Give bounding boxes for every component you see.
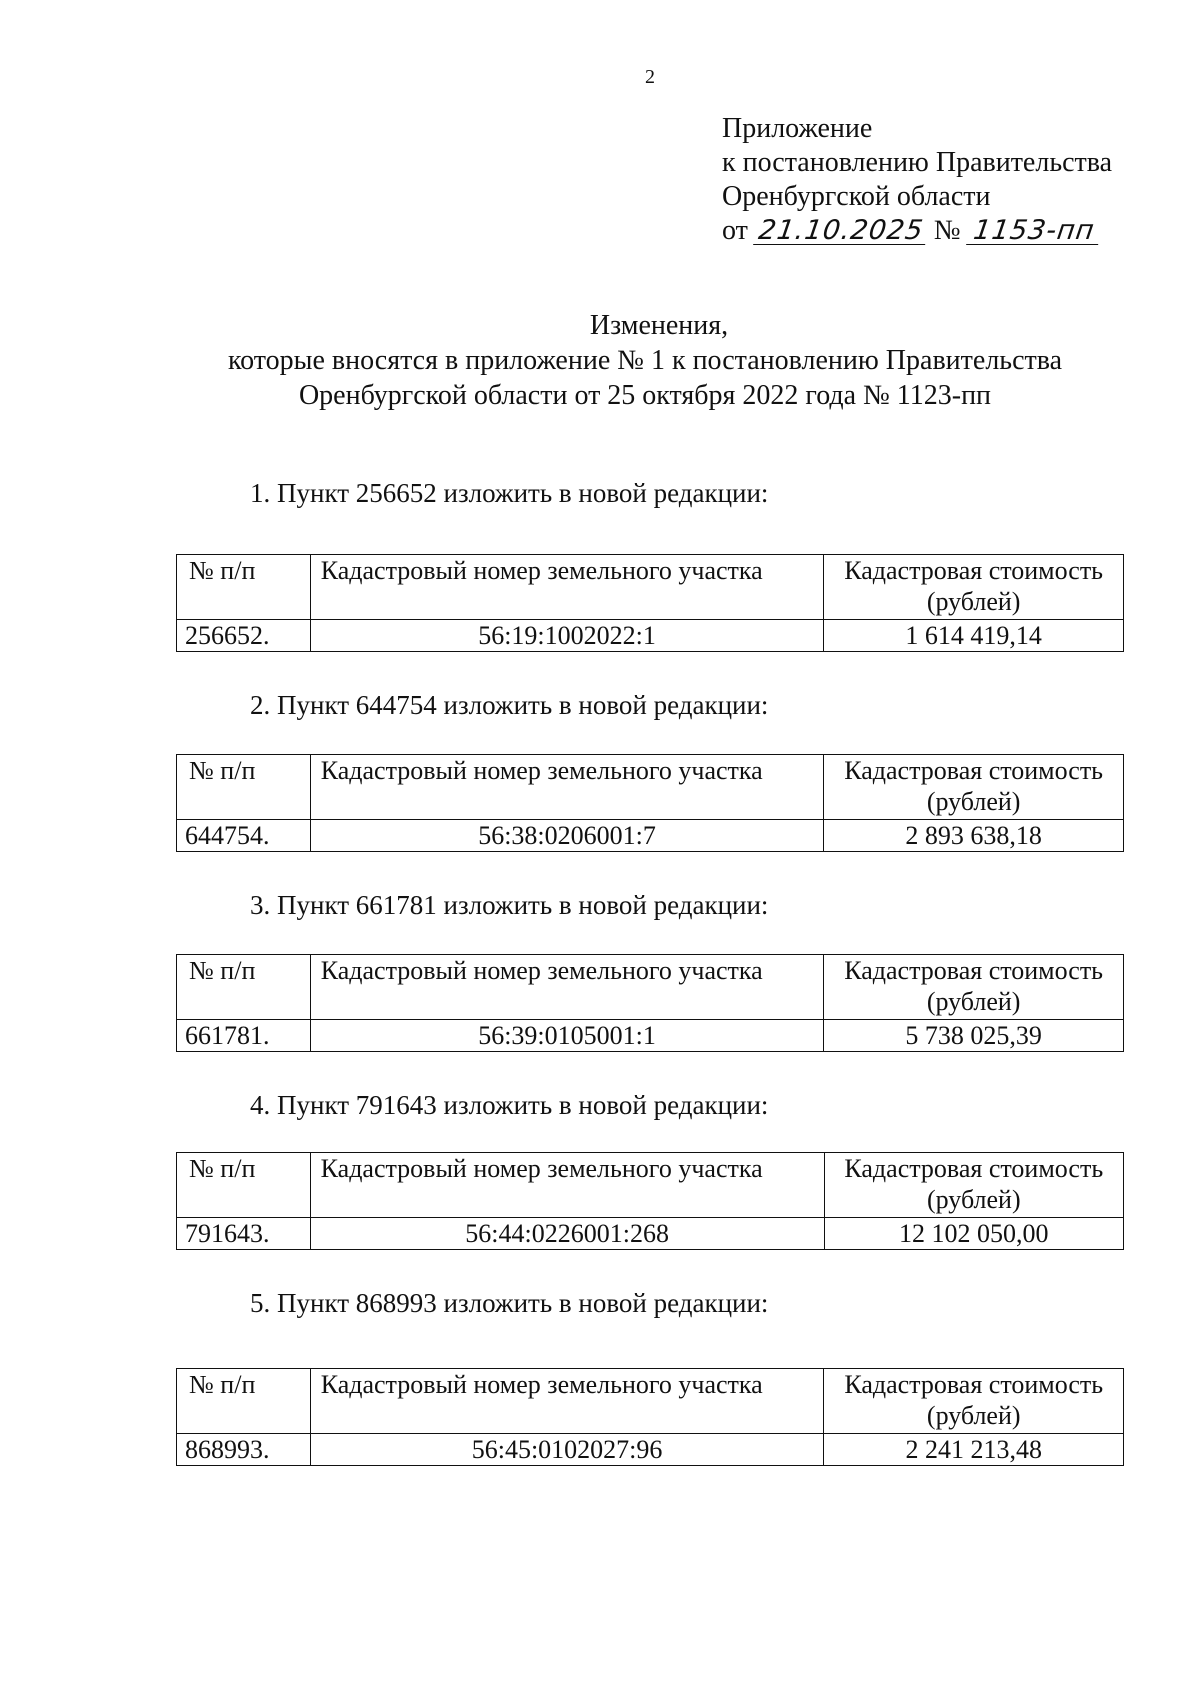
- table-header-row: [177, 1153, 1124, 1218]
- header-value: Кадастровая стоимость (рублей): [824, 555, 1124, 620]
- header-cadastral: Кадастровый номер земельного участка: [310, 1153, 824, 1218]
- number-label: №: [933, 215, 961, 246]
- cell-cadastral: 56:39:0105001:1: [310, 1020, 824, 1052]
- header-num: № п/п: [177, 955, 311, 1020]
- section-title: 5. Пункт 868993 изложить в новой редакции:: [250, 1288, 769, 1318]
- table-header-row: [177, 1369, 1124, 1434]
- cadastral-table: [176, 1152, 1124, 1250]
- cell-cadastral: 56:38:0206001:7: [310, 820, 824, 852]
- appendix-region: Оренбургской области: [722, 181, 991, 212]
- table-row: [177, 1218, 1124, 1250]
- header-num: № п/п: [177, 555, 311, 620]
- cell-value: 2 893 638,18: [824, 820, 1124, 852]
- header-cadastral: Кадастровый номер земельного участка: [310, 555, 824, 620]
- header-cadastral: Кадастровый номер земельного участка: [310, 955, 824, 1020]
- section-title: 3. Пункт 661781 изложить в новой редакции:: [250, 890, 769, 920]
- table-header-row: [177, 755, 1124, 820]
- cell-value: 2 241 213,48: [824, 1434, 1124, 1466]
- cadastral-table: [176, 1368, 1124, 1466]
- table-header-row: [177, 555, 1124, 620]
- header-num: № п/п: [177, 1369, 311, 1434]
- header-cadastral: Кадастровый номер земельного участка: [310, 755, 824, 820]
- cell-num: 791643.: [177, 1218, 311, 1250]
- section-title: 4. Пункт 791643 изложить в новой редакции:: [250, 1090, 769, 1120]
- cadastral-table: [176, 754, 1124, 852]
- header-value: Кадастровая стоимость (рублей): [824, 955, 1124, 1020]
- appendix-date-number: [722, 214, 1112, 248]
- table-row: [177, 1434, 1124, 1466]
- cell-num: 256652.: [177, 620, 311, 652]
- from-label: от: [722, 215, 748, 246]
- header-value: Кадастровая стоимость (рублей): [824, 1369, 1124, 1434]
- cell-cadastral: 56:44:0226001:268: [310, 1218, 824, 1250]
- cell-num: 868993.: [177, 1434, 311, 1466]
- cell-num: 661781.: [177, 1020, 311, 1052]
- appendix-block: [722, 112, 1112, 248]
- page-number: 2: [645, 66, 655, 88]
- table-header-row: [177, 955, 1124, 1020]
- table-row: [177, 820, 1124, 852]
- cell-value: 1 614 419,14: [824, 620, 1124, 652]
- handwritten-number: 1153-пп: [966, 218, 1102, 245]
- table-row: [177, 620, 1124, 652]
- cell-num: 644754.: [177, 820, 311, 852]
- cadastral-table: [176, 954, 1124, 1052]
- header-value: Кадастровая стоимость (рублей): [824, 1153, 1123, 1218]
- header-num: № п/п: [177, 1153, 311, 1218]
- handwritten-date: 21.10.2025: [753, 218, 929, 245]
- cell-value: 5 738 025,39: [824, 1020, 1124, 1052]
- header-num: № п/п: [177, 755, 311, 820]
- header-cadastral: Кадастровый номер земельного участка: [310, 1369, 824, 1434]
- heading-line-3: Оренбургской области от 25 октября 2022 года № 1123-пп: [298, 380, 992, 411]
- appendix-reference: к постановлению Правительства: [722, 147, 1113, 178]
- heading-title: Изменения,: [589, 310, 729, 341]
- cell-value: 12 102 050,00: [824, 1218, 1123, 1250]
- cell-cadastral: 56:45:0102027:96: [310, 1434, 824, 1466]
- table-row: [177, 1020, 1124, 1052]
- heading-line-2: которые вносятся в приложение № 1 к постановлению Правительства: [227, 345, 1063, 376]
- section-title: 2. Пункт 644754 изложить в новой редакции:: [250, 690, 769, 720]
- cadastral-table: [176, 554, 1124, 652]
- header-value: Кадастровая стоимость (рублей): [824, 755, 1124, 820]
- appendix-title: Приложение: [722, 113, 873, 144]
- section-title: 1. Пункт 256652 изложить в новой редакции:: [250, 478, 769, 508]
- document-heading: [0, 308, 1200, 413]
- cell-cadastral: 56:19:1002022:1: [310, 620, 824, 652]
